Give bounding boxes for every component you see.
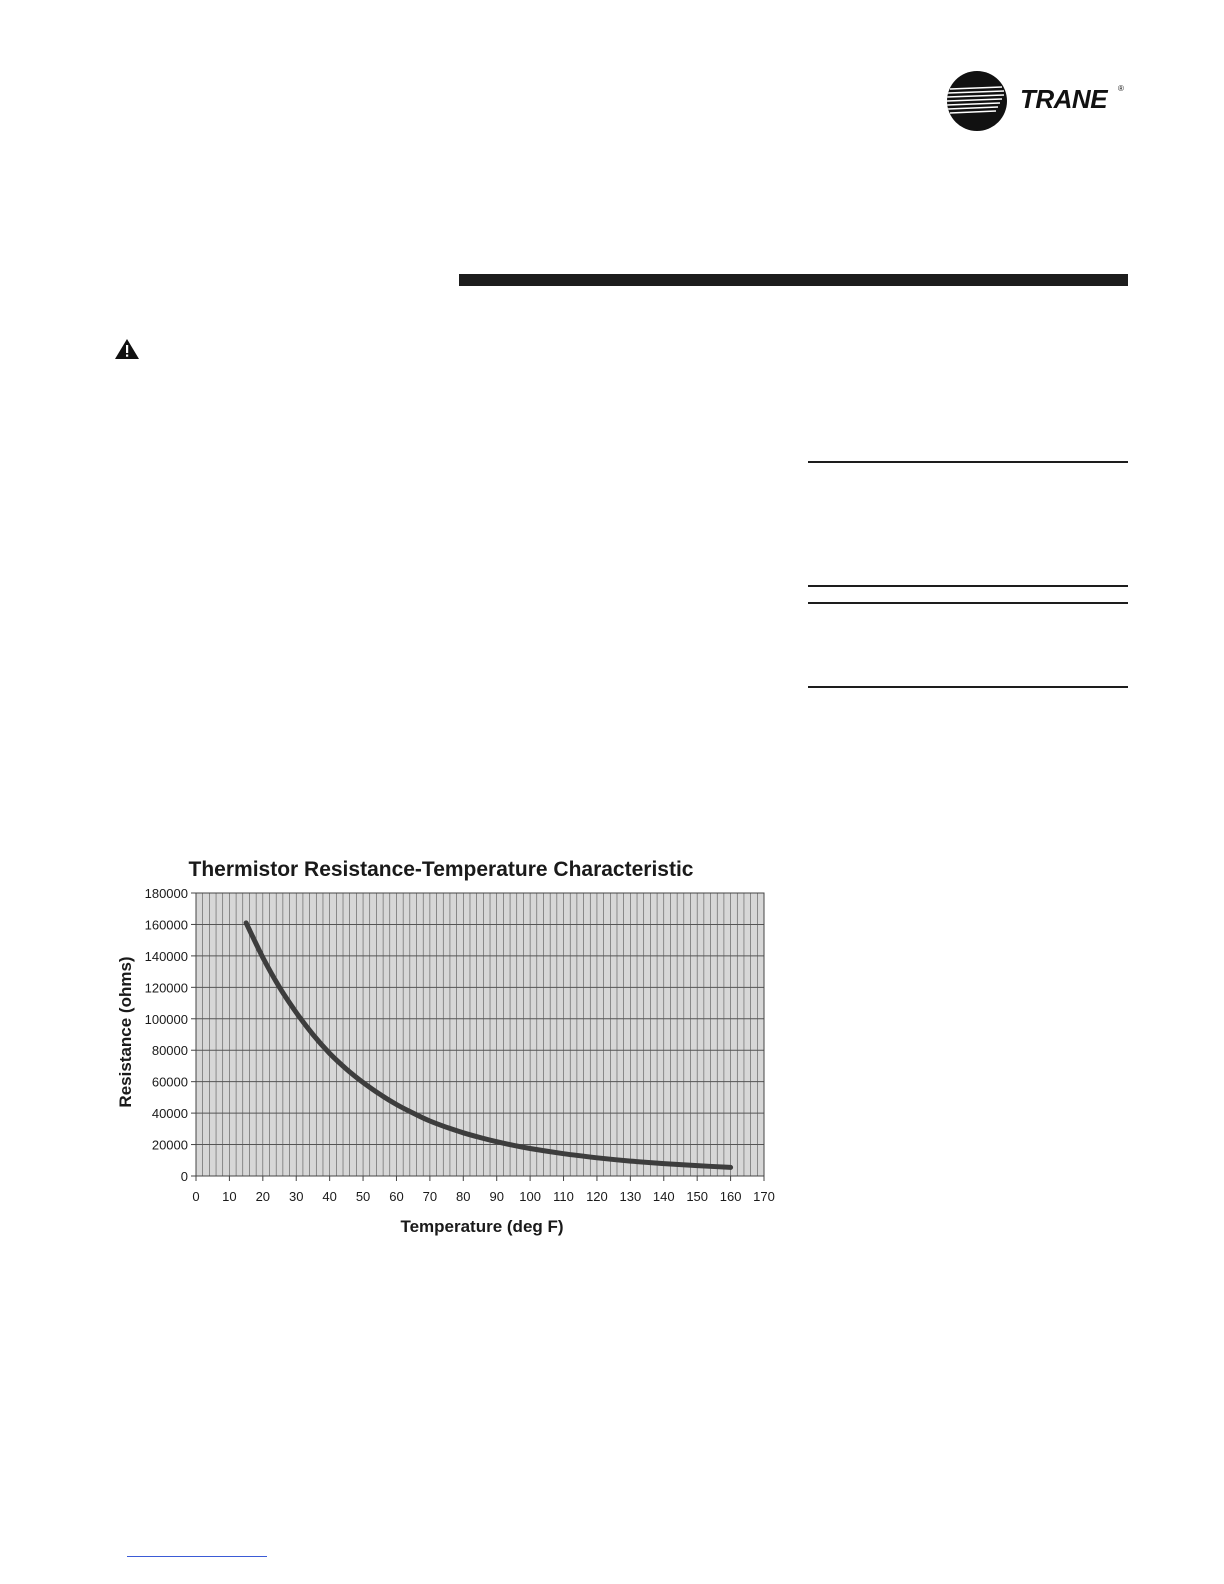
chart-canvas [100,848,800,1248]
table-rule-bottom [808,686,1128,688]
registered-mark: ® [1118,84,1124,93]
x-tick-label: 110 [553,1189,574,1204]
y-tick-label: 100000 [144,1011,188,1027]
x-tick-label: 150 [686,1189,709,1204]
footer-link-underline[interactable] [127,1556,267,1557]
x-tick-label: 170 [753,1189,775,1204]
x-tick-label: 140 [652,1189,675,1204]
x-tick-label: 0 [192,1189,200,1204]
x-tick-label: 30 [289,1189,304,1204]
y-tick-label: 160000 [144,917,188,933]
x-tick-label: 90 [489,1189,504,1204]
x-tick-label: 40 [322,1189,337,1204]
x-tick-label: 160 [719,1189,742,1204]
x-tick-label: 100 [519,1189,541,1204]
x-tick-label: 20 [255,1189,271,1204]
y-tick-label: 180000 [144,886,188,901]
x-tick-label: 60 [389,1189,404,1204]
trane-logo-emblem [946,70,1008,132]
y-tick-label: 140000 [144,948,188,964]
x-axis [192,1176,774,1204]
trane-logo [946,70,1136,132]
y-tick-label: 40000 [151,1106,188,1122]
x-tick-label: 130 [619,1189,642,1204]
y-tick-label: 80000 [151,1043,188,1059]
plot-area [196,893,764,1176]
y-tick-label: 60000 [151,1074,188,1090]
y-tick-label: 20000 [151,1137,188,1153]
y-tick-label: 0 [180,1169,188,1184]
x-tick-label: 50 [355,1189,371,1204]
warning-icon [114,338,140,360]
table-rule-top [808,602,1128,604]
x-tick-label: 120 [586,1189,608,1204]
trane-logo-wordmark: TRANE [1020,84,1108,114]
x-tick-label: 70 [422,1189,438,1204]
y-tick-label: 120000 [144,980,188,996]
x-tick-label: 80 [456,1189,471,1204]
chart-title: Thermistor Resistance-Temperature Characteristic [188,858,694,881]
thermistor-chart [100,848,800,1248]
x-axis-label: Temperature (deg F) [400,1217,564,1236]
y-axis-label: Resistance (ohms) [116,956,135,1108]
table-rule-top [808,461,1128,463]
x-tick-label: 10 [222,1189,237,1204]
section-header-bar [459,274,1128,286]
table-rule-bottom [808,585,1128,587]
y-axis [145,886,196,1184]
